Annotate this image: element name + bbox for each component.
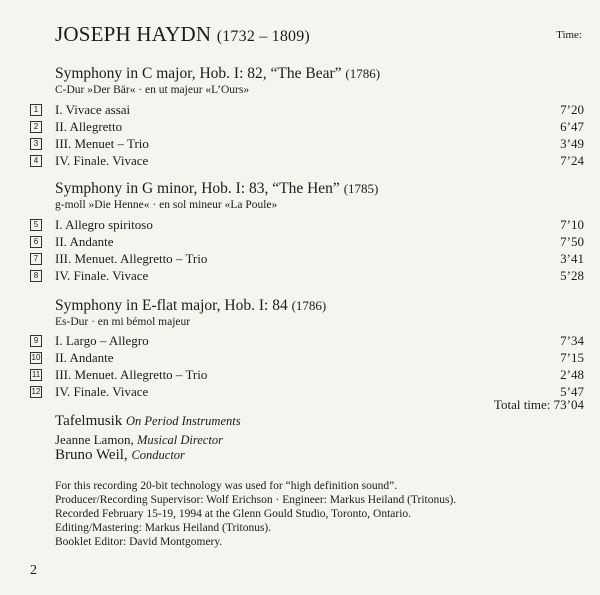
- conductor-role: Conductor: [131, 448, 185, 462]
- work-title-text: Symphony in C major, Hob. I: 82, “The Bear”: [55, 65, 342, 82]
- ensemble-role: On Period Instruments: [126, 414, 241, 428]
- track-title: III. Menuet. Allegretto – Trio: [55, 251, 208, 266]
- track-row: [30, 268, 584, 285]
- track-time: 7’34: [560, 333, 584, 348]
- track-time: 7’50: [560, 234, 584, 249]
- work-title-text: Symphony in G minor, Hob. I: 83, “The Hen”: [55, 180, 340, 197]
- track-time: 7’15: [560, 350, 584, 365]
- track-row: [30, 102, 584, 119]
- track-row: [30, 136, 584, 153]
- time-column-label: Time:: [556, 29, 582, 41]
- track-row: [30, 367, 584, 384]
- note-line: For this recording 20-bit technology was used for “high definition sound”.: [55, 480, 398, 492]
- track-title: I. Largo – Allegro: [55, 333, 149, 348]
- work-year: (1786): [291, 298, 327, 313]
- track-row: [30, 251, 584, 268]
- track-time: 2’48: [560, 367, 584, 382]
- track-row: [30, 350, 584, 367]
- work-title-text: Symphony in E-flat major, Hob. I: 84: [55, 297, 288, 314]
- track-number: 8: [30, 270, 42, 282]
- track-title: I. Vivace assai: [55, 102, 131, 117]
- total-time: Total time: 73’04: [493, 397, 584, 412]
- track-number: 7: [30, 253, 42, 265]
- note-line: Producer/Recording Supervisor: Wolf Erichson · Engineer: Markus Heiland (Tritonus).: [55, 494, 457, 506]
- track-number: 4: [30, 155, 42, 167]
- track-title: IV. Finale. Vivace: [55, 268, 149, 283]
- track-number: 10: [31, 353, 41, 362]
- work-year: (1786): [345, 66, 381, 81]
- work-subtitle: g-moll »Die Henne« · en sol mineur «La Poule»: [55, 199, 278, 211]
- track-number: 6: [30, 236, 42, 248]
- track-number: 11: [31, 370, 41, 379]
- track-time: 7’20: [560, 102, 584, 117]
- track-row: [30, 333, 584, 350]
- track-title: IV. Finale. Vivace: [55, 384, 149, 399]
- track-time: 5’47: [560, 384, 584, 399]
- work-subtitle: Es-Dur · en mi bémol majeur: [55, 316, 191, 328]
- track-number: 12: [31, 387, 41, 396]
- work-title: [55, 297, 326, 315]
- header: [55, 22, 585, 48]
- director-role: Musical Director: [136, 433, 223, 447]
- note-line: Recorded February 15-19, 1994 at the Glenn Gould Studio, Toronto, Ontario.: [55, 508, 412, 520]
- track-number: 1: [30, 104, 42, 116]
- director-name: Jeanne Lamon,: [55, 432, 134, 447]
- track-title: II. Andante: [55, 350, 114, 365]
- ensemble-credit: [55, 413, 241, 430]
- track-time: 6’47: [560, 119, 584, 134]
- track-row: [30, 153, 584, 170]
- director-credit: [55, 432, 223, 448]
- track-number: 5: [30, 219, 42, 231]
- track-time: 7’10: [560, 217, 584, 232]
- track-number: 2: [30, 121, 42, 133]
- composer-dates: (1732 – 1809): [216, 28, 310, 45]
- conductor-credit: [55, 447, 185, 464]
- track-time: 3’41: [560, 251, 584, 266]
- track-number: 3: [30, 138, 42, 150]
- track-row: [30, 217, 584, 234]
- note-line: Editing/Mastering: Markus Heiland (Tritonus).: [55, 522, 272, 534]
- track-time: 3’49: [560, 136, 584, 151]
- track-title: II. Andante: [55, 234, 114, 249]
- track-row: [30, 119, 584, 136]
- track-row: [30, 234, 584, 251]
- production-notes: [55, 479, 456, 549]
- track-title: I. Allegro spiritoso: [55, 217, 153, 232]
- page-number: 2: [30, 563, 37, 578]
- work-title: [55, 65, 380, 83]
- composer-heading: [55, 22, 310, 47]
- ensemble-name: Tafelmusik: [55, 413, 123, 429]
- track-number: 9: [30, 335, 42, 347]
- composer-name: JOSEPH HAYDN: [55, 22, 212, 46]
- track-time: 5’28: [560, 268, 584, 283]
- track-title: III. Menuet. Allegretto – Trio: [55, 367, 208, 382]
- track-title: II. Allegretto: [55, 119, 123, 134]
- track-title: III. Menuet – Trio: [55, 136, 149, 151]
- conductor-name: Bruno Weil,: [55, 447, 128, 463]
- track-title: IV. Finale. Vivace: [55, 153, 149, 168]
- track-time: 7’24: [560, 153, 584, 168]
- note-line: Booklet Editor: David Montgomery.: [55, 536, 223, 548]
- work-year: (1785): [343, 181, 379, 196]
- work-subtitle: C-Dur »Der Bär« · en ut majeur «L’Ours»: [55, 84, 250, 96]
- work-title: [55, 180, 378, 198]
